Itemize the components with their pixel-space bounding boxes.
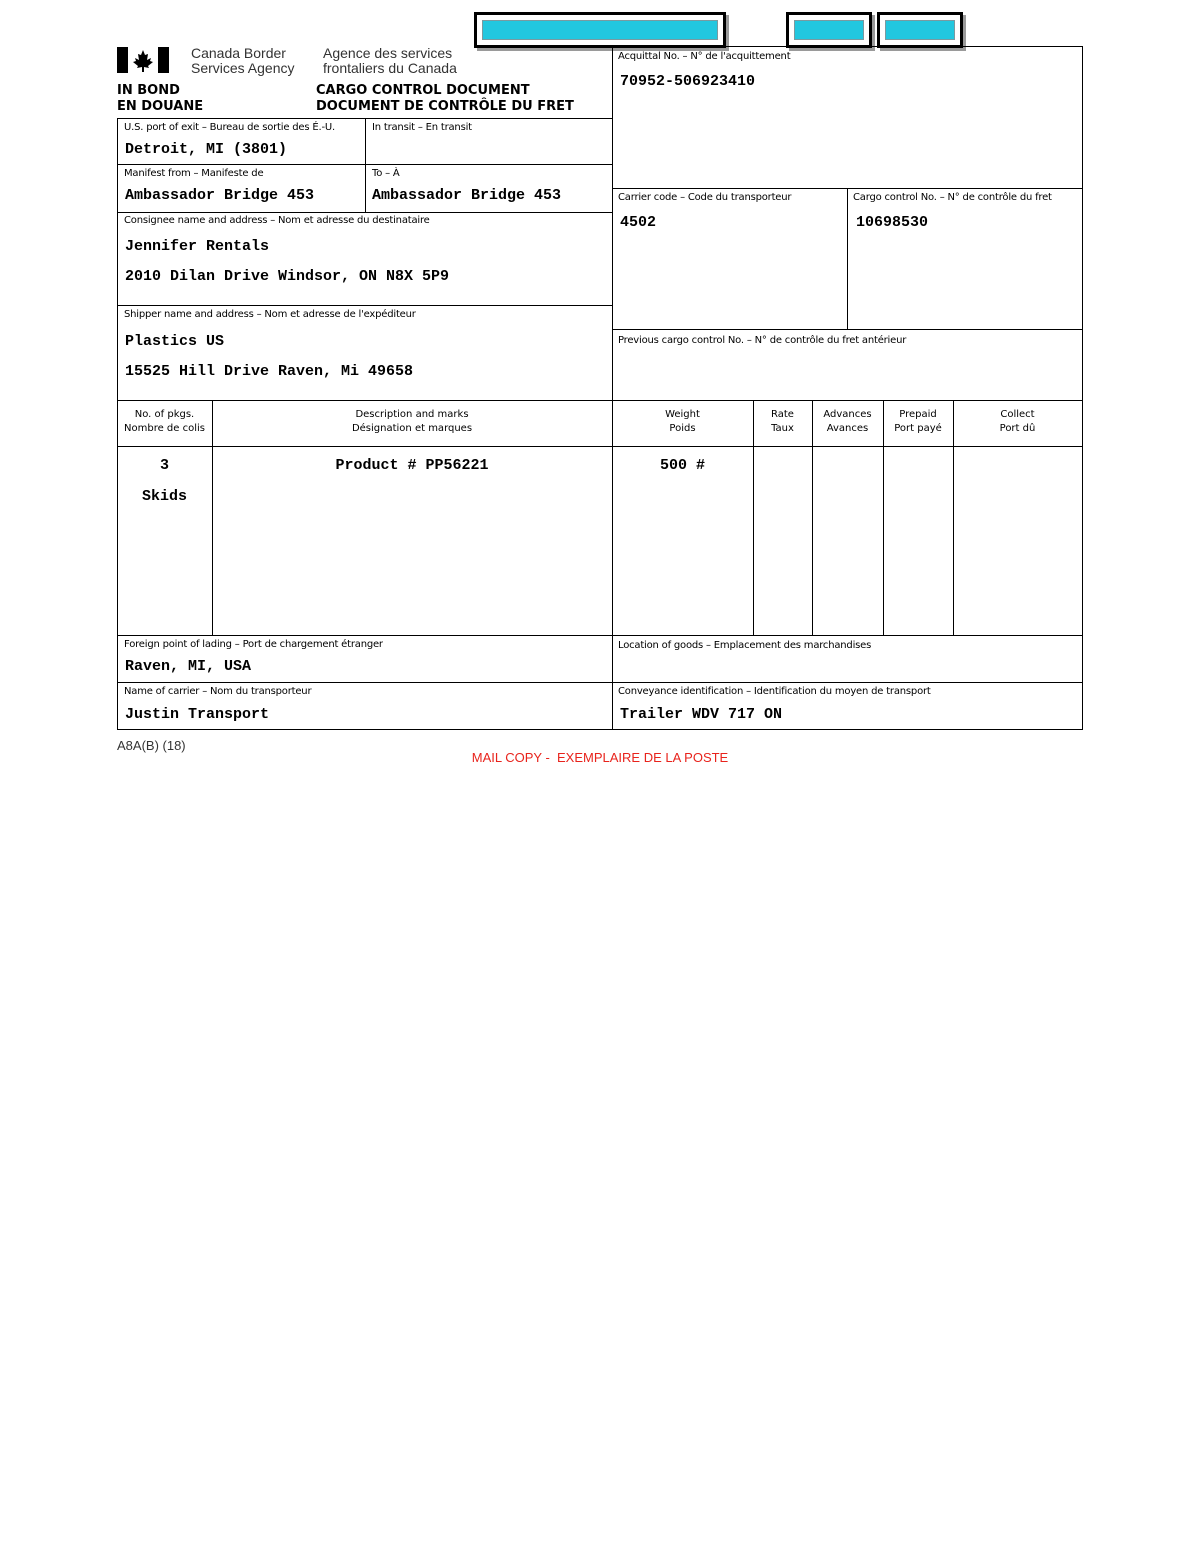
pkgs-count-field[interactable]: 3 <box>159 457 169 474</box>
acquittal-label: Acquittal No. – N° de l'acquittement <box>618 51 791 62</box>
grid-line <box>117 400 1083 401</box>
in-transit-label: In transit – En transit <box>372 122 472 133</box>
col-header-line2: Taux <box>771 423 794 434</box>
col-header-line2: Désignation et marques <box>351 423 473 434</box>
grid-line <box>117 305 612 306</box>
carrier-name-field[interactable]: Justin Transport <box>125 706 270 723</box>
location-goods-label: Location of goods – Emplacement des marchandises <box>618 640 872 651</box>
button-fill <box>794 20 864 40</box>
consignee-label: Consignee name and address – Nom et adresse du destinataire <box>124 215 430 226</box>
col-header-advances <box>812 408 883 436</box>
col-header-line1: Prepaid <box>899 409 937 420</box>
carrier-code-field[interactable]: 4502 <box>620 214 657 231</box>
agency-name-en-line1: Canada Border <box>191 45 286 61</box>
port-of-exit-field[interactable]: Detroit, MI (3801) <box>125 141 288 158</box>
port-of-exit-label: U.S. port of exit – Bureau de sortie des É.-U. <box>124 122 335 133</box>
shipper-name-field[interactable]: Plastics US <box>125 333 225 350</box>
conveyance-label: Conveyance identification – Identification du moyen de transport <box>618 686 931 697</box>
foreign-port-field[interactable]: Raven, MI, USA <box>125 658 252 675</box>
col-header-line1: Rate <box>771 409 794 420</box>
cargo-control-field[interactable]: 10698530 <box>856 214 929 231</box>
grid-line <box>612 46 1083 47</box>
manifest-from-field[interactable]: Ambassador Bridge 453 <box>125 187 315 204</box>
cargo-control-label: Cargo control No. – N° de contrôle du fret <box>853 192 1052 203</box>
grid-line <box>612 46 613 729</box>
carrier-code-label: Carrier code – Code du transporteur <box>618 192 792 203</box>
acquittal-field[interactable]: 70952-506923410 <box>620 73 756 90</box>
grid-line <box>1082 46 1083 729</box>
foreign-port-label: Foreign point of lading – Port de chargement étranger <box>124 639 383 650</box>
col-header-line1: Advances <box>823 409 872 420</box>
col-header-line1: Collect <box>1000 409 1035 420</box>
col-header-line2: Port dû <box>999 423 1036 434</box>
grid-line <box>117 635 1083 636</box>
col-header-line2: Nombre de colis <box>124 423 205 434</box>
col-header-line1: Weight <box>665 409 700 420</box>
canada-flag-icon <box>117 47 169 73</box>
col-header-pkgs <box>117 408 212 436</box>
grid-line <box>117 682 1083 683</box>
col-header-line2: Poids <box>669 423 696 434</box>
previous-cargo-label: Previous cargo control No. – N° de contrôle du fret antérieur <box>618 335 907 346</box>
document-title-en: CARGO CONTROL DOCUMENT <box>316 83 530 98</box>
form-action-button-3[interactable] <box>877 12 963 48</box>
agency-name-fr-line1: Agence des services <box>323 45 453 61</box>
grid-line <box>117 212 612 213</box>
en-douane-label: EN DOUANE <box>117 99 204 114</box>
mail-copy-notice: MAIL COPY - EXEMPLAIRE DE LA POSTE <box>471 750 729 765</box>
in-bond-label: IN BOND <box>117 83 180 98</box>
weight-field[interactable]: 500 # <box>659 457 705 474</box>
grid-line <box>117 446 1083 447</box>
document-title-fr: DOCUMENT DE CONTRÔLE DU FRET <box>316 99 574 114</box>
conveyance-field[interactable]: Trailer WDV 717 ON <box>620 706 783 723</box>
to-field[interactable]: Ambassador Bridge 453 <box>372 187 562 204</box>
agency-name-en-line2: Services Agency <box>191 60 295 76</box>
shipper-address-field[interactable]: 15525 Hill Drive Raven, Mi 49658 <box>125 363 414 380</box>
button-fill <box>885 20 955 40</box>
pkgs-unit-field[interactable]: Skids <box>141 488 187 505</box>
col-header-rate <box>753 408 812 436</box>
form-action-button-2[interactable] <box>786 12 872 48</box>
grid-line <box>365 118 366 212</box>
form-action-button-1[interactable] <box>474 12 726 48</box>
grid-line <box>847 188 848 329</box>
form-number: A8A(B) (18) <box>117 738 186 753</box>
grid-line <box>117 164 612 165</box>
col-header-line2: Port payé <box>894 423 942 434</box>
grid-line <box>117 729 1083 730</box>
col-header-collect <box>953 408 1082 436</box>
col-header-description <box>212 408 612 436</box>
consignee-address-field[interactable]: 2010 Dilan Drive Windsor, ON N8X 5P9 <box>125 268 450 285</box>
carrier-name-label: Name of carrier – Nom du transporteur <box>124 686 312 697</box>
col-header-line2: Avances <box>826 423 869 434</box>
manifest-from-label: Manifest from – Manifeste de <box>124 168 264 179</box>
description-field[interactable]: Product # PP56221 <box>335 457 489 474</box>
col-header-line1: Description and marks <box>355 409 469 420</box>
shipper-label: Shipper name and address – Nom et adresse de l'expéditeur <box>124 309 416 320</box>
button-fill <box>482 20 718 40</box>
to-label: To – À <box>372 168 400 179</box>
col-header-line1: No. of pkgs. <box>134 409 195 420</box>
agency-name-fr-line2: frontaliers du Canada <box>323 60 457 76</box>
col-header-weight <box>612 408 753 436</box>
consignee-name-field[interactable]: Jennifer Rentals <box>125 238 270 255</box>
col-header-prepaid <box>883 408 953 436</box>
grid-line <box>612 329 1083 330</box>
